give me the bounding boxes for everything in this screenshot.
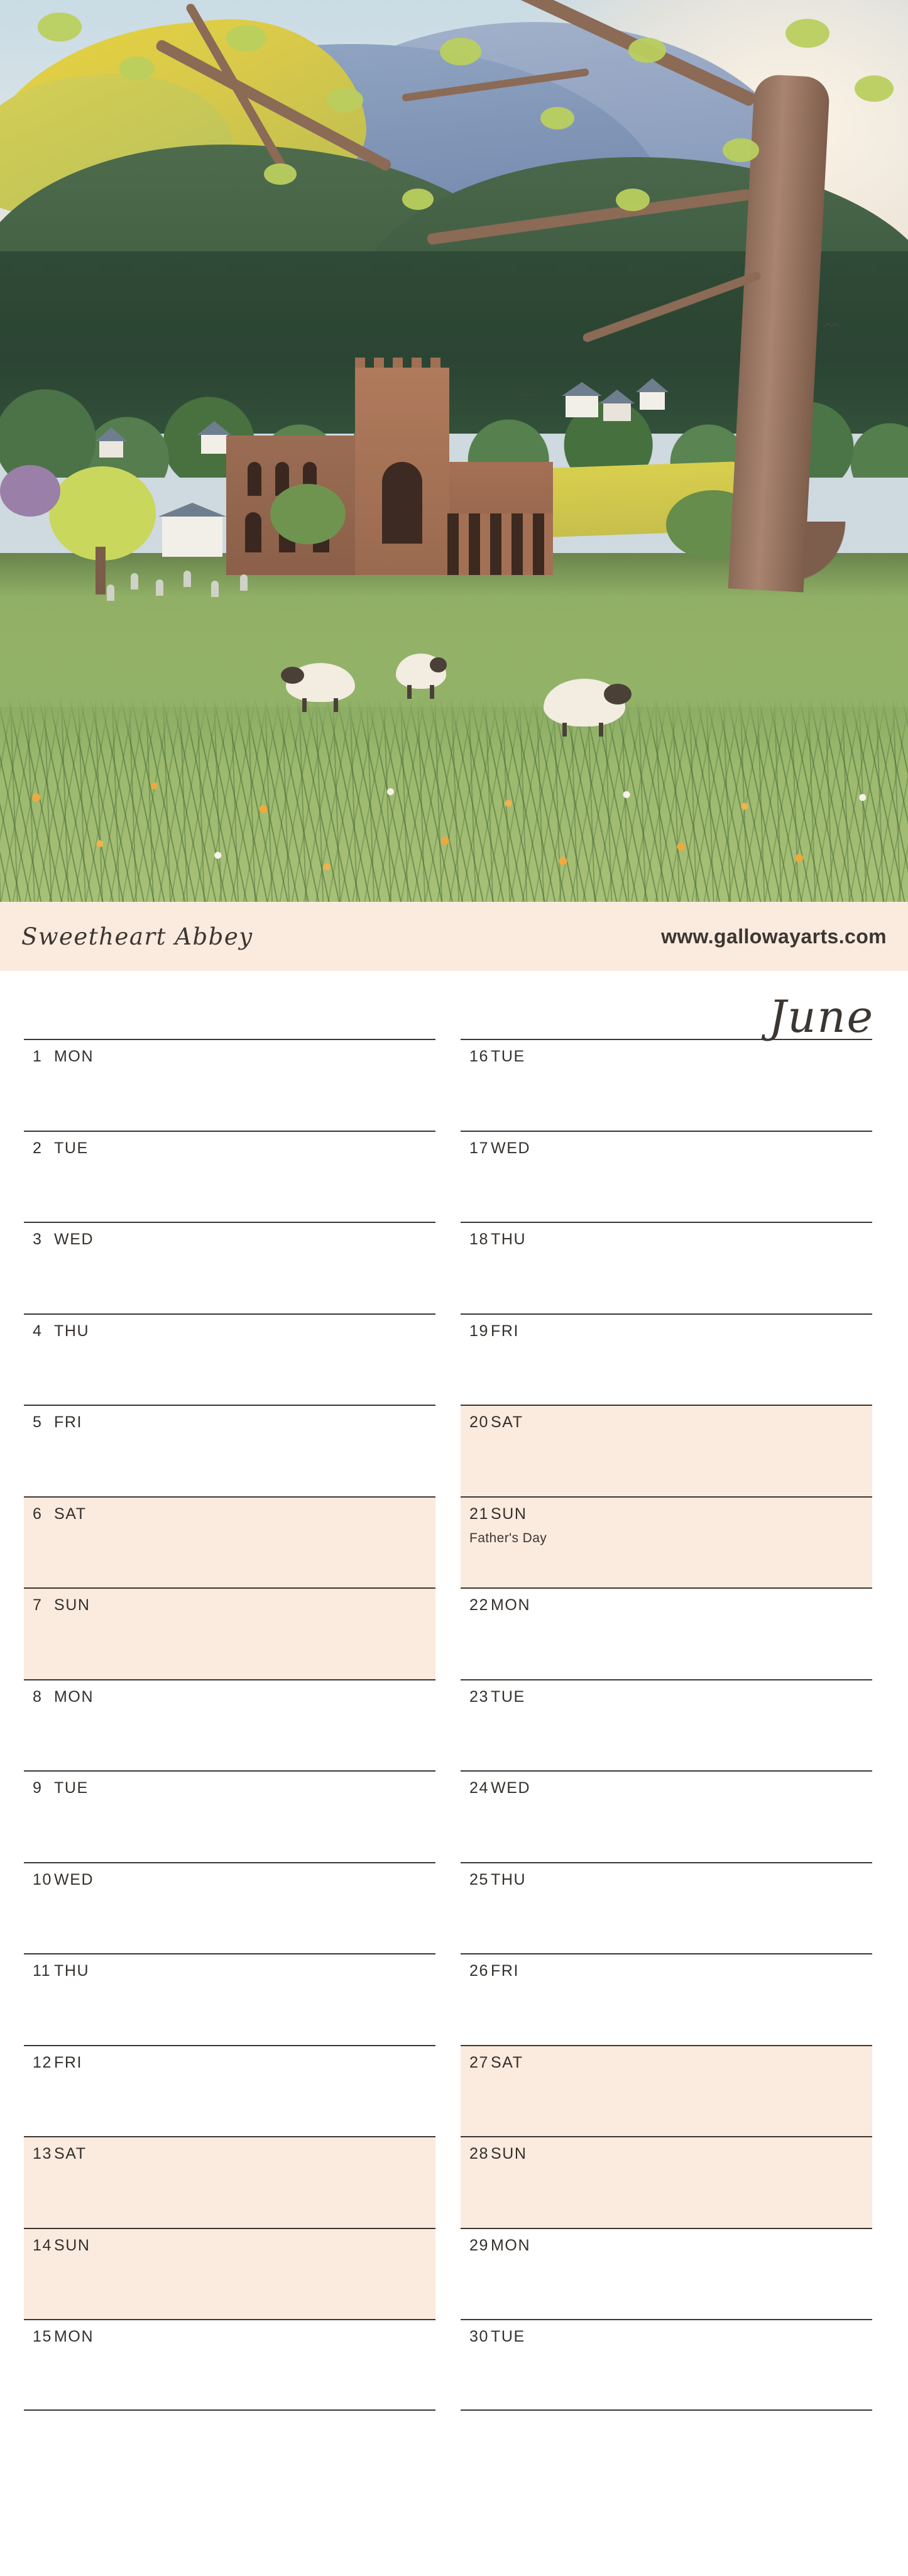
calendar-day-22[interactable]	[461, 1587, 872, 1679]
gravestone	[156, 579, 163, 596]
day-number: 10	[33, 1870, 53, 1888]
day-number: 18	[469, 1230, 490, 1248]
day-label	[469, 2054, 863, 2072]
day-number: 4	[33, 1322, 43, 1340]
bird-icon	[522, 390, 538, 398]
illustration-sweetheart-abbey	[0, 0, 908, 902]
house-village-3	[640, 391, 665, 410]
day-label	[469, 1688, 863, 1706]
day-label	[33, 2145, 427, 2163]
day-of-week: SAT	[491, 2053, 523, 2071]
day-label	[33, 1871, 427, 1889]
day-of-week: MON	[54, 1687, 94, 1706]
calendar-day-17[interactable]	[461, 1131, 872, 1222]
day-of-week: SAT	[54, 1504, 87, 1523]
gravestone	[131, 573, 138, 589]
day-of-week: THU	[54, 1322, 90, 1340]
day-of-week: FRI	[54, 1413, 83, 1431]
calendar-day-27[interactable]	[461, 2045, 872, 2137]
day-number: 9	[33, 1779, 43, 1797]
sheep	[286, 663, 355, 702]
leaf-cluster	[327, 88, 363, 112]
calendar-day-11[interactable]	[24, 1953, 435, 2045]
sheep-leg	[334, 698, 338, 712]
leaf-cluster	[226, 25, 266, 52]
calendar-day-14[interactable]	[24, 2228, 435, 2320]
day-number: 30	[469, 2328, 490, 2345]
calendar-day-16[interactable]	[461, 1039, 872, 1131]
abbey-window-1	[248, 462, 261, 496]
day-label	[469, 2237, 863, 2255]
calendar-column-right	[461, 1039, 872, 2576]
day-number: 6	[33, 1504, 43, 1523]
leaf-cluster	[540, 107, 574, 129]
sheep-leg	[562, 723, 567, 737]
day-of-week: TUE	[54, 1779, 89, 1797]
day-of-week: SUN	[54, 1596, 90, 1614]
day-of-week: WED	[491, 1779, 531, 1797]
calendar-day-26[interactable]	[461, 1953, 872, 2045]
day-label	[469, 1413, 863, 1432]
day-number: 25	[469, 1870, 490, 1888]
day-of-week: THU	[491, 1870, 527, 1888]
day-of-week: SAT	[491, 1413, 523, 1431]
day-number: 5	[33, 1413, 43, 1431]
day-label	[33, 1779, 427, 1797]
leaf-cluster	[628, 38, 666, 63]
calendar-day-18[interactable]	[461, 1222, 872, 1313]
calendar-day-19[interactable]	[461, 1313, 872, 1405]
day-number: 3	[33, 1230, 43, 1248]
leaf-cluster	[855, 75, 894, 102]
day-of-week: WED	[54, 1870, 94, 1888]
day-label	[469, 1962, 863, 1980]
calendar-day-29[interactable]	[461, 2228, 872, 2320]
day-label	[33, 1962, 427, 1980]
day-number: 1	[33, 1048, 43, 1065]
calendar-day-21[interactable]	[461, 1496, 872, 1588]
day-number: 12	[33, 2053, 53, 2071]
day-of-week: TUE	[54, 1139, 89, 1157]
day-number: 27	[469, 2053, 490, 2071]
day-of-week: FRI	[54, 2053, 83, 2071]
leaf-cluster	[264, 163, 297, 185]
day-note: Father's Day	[469, 1530, 547, 1545]
house-left-3	[99, 440, 123, 458]
day-of-week: FRI	[491, 1322, 520, 1340]
day-label	[33, 1596, 427, 1614]
day-label	[469, 1048, 863, 1066]
day-number: 20	[469, 1413, 490, 1431]
sheep	[396, 654, 446, 689]
sheep-leg	[599, 723, 603, 737]
day-of-week: MON	[54, 1048, 94, 1065]
day-number: 15	[33, 2328, 53, 2345]
day-number: 13	[33, 2145, 53, 2162]
leaf-cluster	[785, 19, 829, 48]
day-number: 17	[469, 1139, 490, 1157]
day-number: 7	[33, 1596, 43, 1614]
day-of-week: THU	[491, 1230, 527, 1248]
day-of-week: MON	[491, 1596, 531, 1614]
roof-icon	[158, 503, 226, 517]
abbey-battlements	[355, 358, 449, 368]
day-of-week: TUE	[491, 2328, 525, 2345]
calendar-day-12[interactable]	[24, 2045, 435, 2137]
calendar-day-4[interactable]	[24, 1313, 435, 1405]
bush-purple	[0, 465, 60, 517]
calendar-day-28[interactable]	[461, 2136, 872, 2228]
gravestone	[107, 584, 114, 601]
bush-green-1	[270, 484, 346, 544]
sheep-leg	[302, 698, 307, 712]
sheep-leg	[407, 685, 412, 699]
day-of-week: TUE	[491, 1687, 525, 1706]
calendar-day-24[interactable]	[461, 1770, 872, 1862]
day-number: 29	[469, 2236, 490, 2254]
day-number: 23	[469, 1687, 490, 1706]
website-url[interactable]: www.gallowayarts.com	[661, 924, 887, 948]
day-label	[33, 1413, 427, 1432]
day-number: 28	[469, 2145, 490, 2162]
day-label	[469, 1779, 863, 1797]
leaf-cluster	[723, 138, 759, 162]
day-of-week: WED	[491, 1139, 531, 1157]
day-of-week: SUN	[491, 2145, 527, 2162]
house-left-2	[162, 515, 222, 557]
gravestone	[211, 581, 219, 597]
wildflowers	[0, 754, 908, 899]
abbey-main-arch	[382, 462, 422, 544]
day-label	[469, 1322, 863, 1340]
calendar-grid	[0, 1039, 908, 2576]
day-of-week: SUN	[54, 2236, 90, 2254]
day-of-week: SAT	[54, 2145, 87, 2162]
bird-icon	[823, 321, 840, 329]
day-label	[469, 2328, 863, 2346]
sheep-head	[604, 684, 632, 704]
calendar-day-10[interactable]	[24, 1862, 435, 1954]
day-label	[469, 1871, 863, 1889]
leaf-cluster	[440, 38, 481, 65]
calendar-day-15[interactable]	[24, 2319, 435, 2411]
day-number: 19	[469, 1322, 490, 1340]
month-title: June	[769, 991, 874, 1043]
calendar-day-6[interactable]	[24, 1496, 435, 1588]
day-label	[33, 1048, 427, 1066]
calendar-day-23[interactable]	[461, 1679, 872, 1771]
calendar-day-9[interactable]	[24, 1770, 435, 1862]
caption-bar	[0, 902, 908, 971]
calendar-day-25[interactable]	[461, 1862, 872, 1954]
abbey-arcade	[447, 513, 553, 575]
calendar-day-20[interactable]	[461, 1405, 872, 1496]
day-number: 11	[33, 1962, 52, 1980]
day-label	[33, 1688, 427, 1706]
day-of-week: MON	[491, 2236, 531, 2254]
day-of-week: THU	[54, 1962, 90, 1980]
small-tree-trunk	[96, 547, 106, 595]
day-of-week: WED	[54, 1230, 94, 1248]
calendar-day-7[interactable]	[24, 1587, 435, 1679]
sheep	[544, 679, 625, 726]
calendar-day-5[interactable]	[24, 1405, 435, 1496]
leaf-cluster	[119, 57, 155, 80]
day-of-week: TUE	[491, 1048, 525, 1065]
day-label	[33, 2328, 427, 2346]
day-label	[469, 1505, 863, 1523]
calendar-day-13[interactable]	[24, 2136, 435, 2228]
day-label	[469, 1596, 863, 1614]
day-number: 16	[469, 1048, 490, 1065]
calendar-day-1[interactable]	[24, 1039, 435, 1131]
abbey-arch-a	[245, 512, 261, 552]
illustration-caption: Sweetheart Abbey	[21, 923, 253, 950]
calendar-day-8[interactable]	[24, 1679, 435, 1771]
house-left-1	[201, 434, 227, 454]
leaf-cluster	[616, 189, 650, 211]
day-number: 2	[33, 1139, 43, 1157]
day-label	[33, 2054, 427, 2072]
day-label	[469, 1139, 863, 1158]
day-number: 26	[469, 1962, 490, 1980]
day-number: 14	[33, 2236, 53, 2254]
calendar-day-2[interactable]	[24, 1131, 435, 1222]
day-of-week: SUN	[491, 1504, 527, 1523]
house-village-2	[603, 402, 631, 421]
day-number: 24	[469, 1779, 490, 1797]
day-label	[33, 1322, 427, 1340]
gravestone	[240, 574, 248, 591]
leaf-cluster	[38, 13, 82, 41]
sweetheart-abbey-building	[226, 368, 553, 575]
day-of-week: FRI	[491, 1962, 520, 1980]
day-label	[469, 1230, 863, 1249]
day-label	[33, 1139, 427, 1158]
day-number: 22	[469, 1596, 490, 1614]
day-label	[33, 2237, 427, 2255]
calendar-day-3[interactable]	[24, 1222, 435, 1313]
day-number: 8	[33, 1687, 43, 1706]
sheep-leg	[430, 685, 434, 699]
day-of-week: MON	[54, 2328, 94, 2345]
calendar-column-left	[24, 1039, 435, 2576]
day-label	[33, 1230, 427, 1249]
day-label	[469, 2145, 863, 2163]
leaf-cluster	[402, 189, 434, 210]
gravestone	[183, 571, 191, 587]
house-village-1	[566, 395, 598, 417]
day-number: 21	[469, 1504, 490, 1523]
calendar-day-30[interactable]	[461, 2319, 872, 2411]
month-header	[0, 971, 908, 1043]
day-label	[33, 1505, 427, 1523]
